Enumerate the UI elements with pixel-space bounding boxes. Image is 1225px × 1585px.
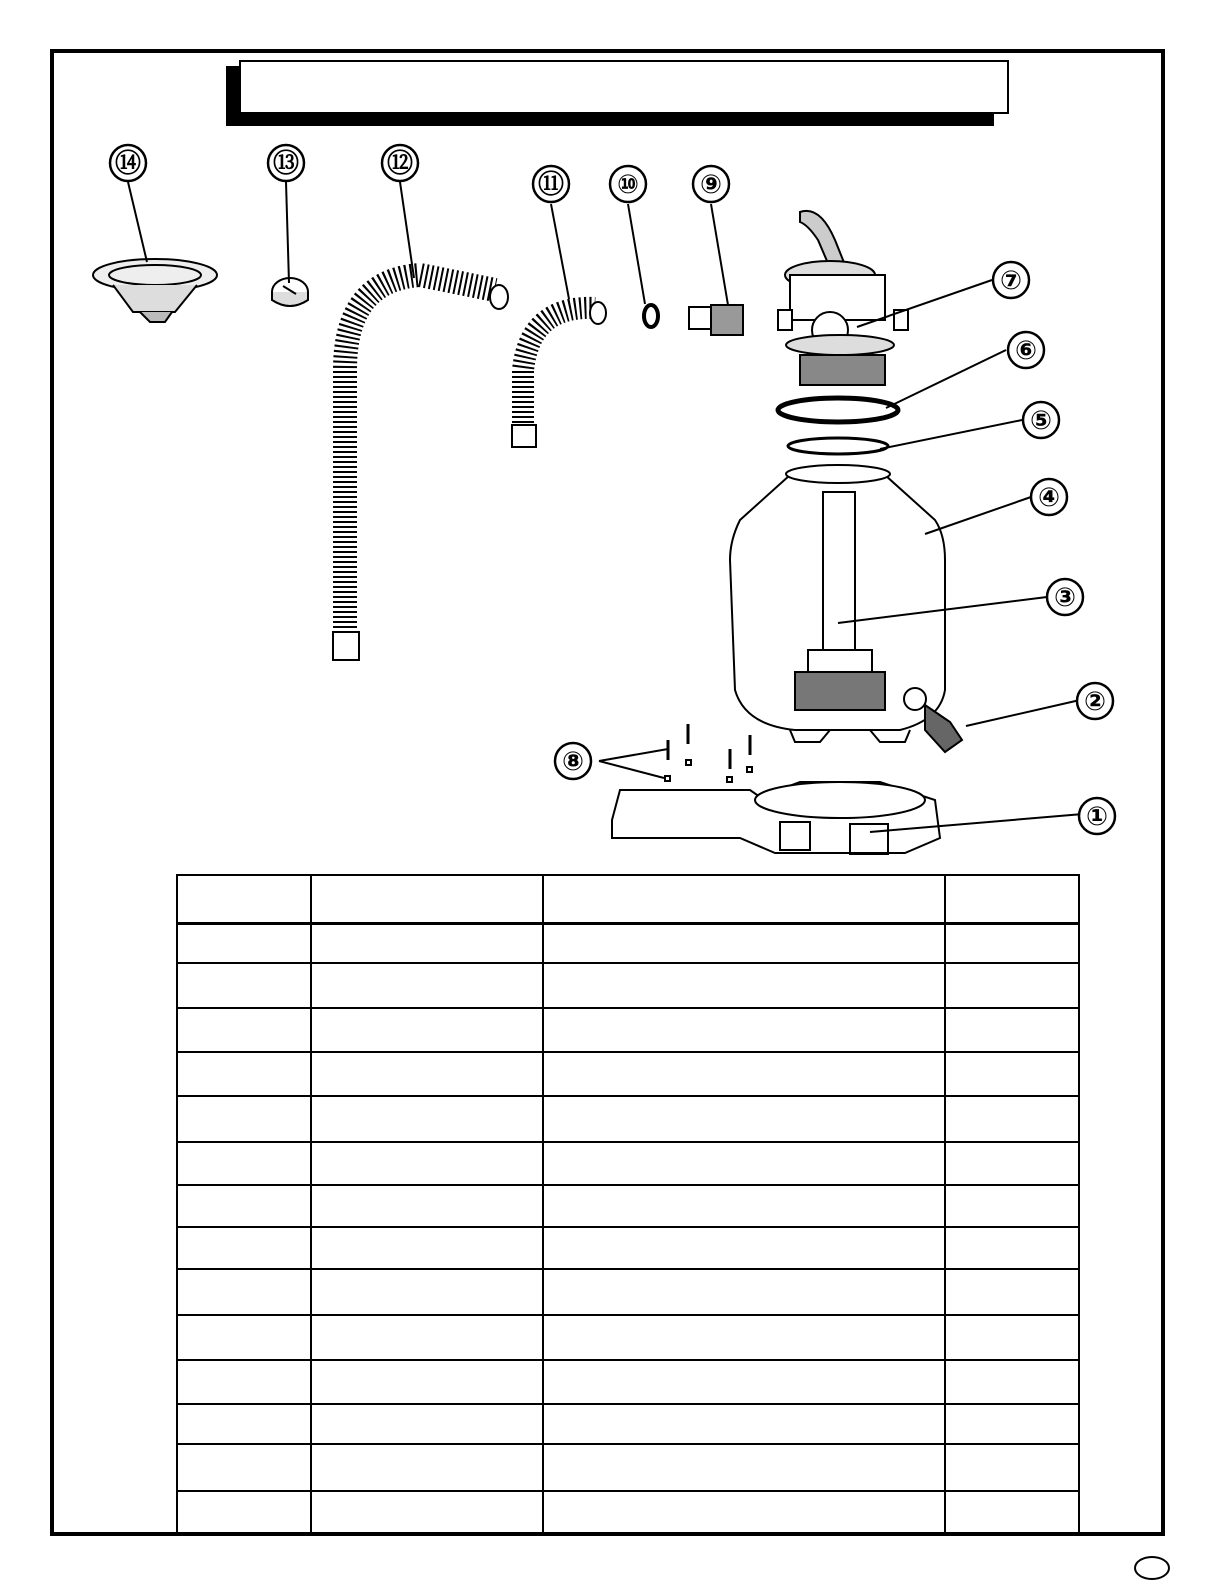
cell-ref-no	[177, 1142, 311, 1184]
table-row	[177, 1444, 1079, 1490]
cell-ref-no	[177, 1444, 311, 1490]
cell-ref-no	[177, 1052, 311, 1096]
table-row	[177, 1404, 1079, 1444]
part-skimmer-strainer	[93, 259, 217, 322]
cell-qty	[945, 963, 1079, 1007]
cell-ref-no	[177, 1008, 311, 1052]
part-short-hose	[512, 302, 606, 447]
part-clamp-ring	[778, 398, 898, 422]
cell-ref-no	[177, 1315, 311, 1359]
cell-ref-no	[177, 1227, 311, 1269]
cell-description	[543, 963, 945, 1007]
cell-description	[543, 1052, 945, 1096]
table-row	[177, 1491, 1079, 1535]
cell-part-no	[311, 1096, 543, 1142]
cell-qty	[945, 1227, 1079, 1269]
page-number-badge	[1134, 1556, 1170, 1580]
part-hose-connector	[689, 305, 743, 335]
cell-ref-no	[177, 1096, 311, 1142]
cell-qty	[945, 923, 1079, 963]
cell-qty	[945, 1315, 1079, 1359]
table-row	[177, 1227, 1079, 1269]
cell-ref-no	[177, 1360, 311, 1404]
part-long-hose	[333, 275, 508, 660]
callout-6: ⑥	[1014, 336, 1038, 366]
part-multiport-valve	[778, 211, 908, 385]
cell-ref-no	[177, 923, 311, 963]
header-part-no	[311, 875, 543, 923]
table-row	[177, 1052, 1079, 1096]
cell-part-no	[311, 1315, 543, 1359]
callout-2: ②	[1083, 687, 1107, 717]
cell-qty	[945, 1142, 1079, 1184]
cell-description	[543, 1008, 945, 1052]
header-ref-no	[177, 875, 311, 923]
cell-part-no	[311, 1491, 543, 1535]
header-description	[543, 875, 945, 923]
cell-part-no	[311, 1360, 543, 1404]
cell-description	[543, 1360, 945, 1404]
table-row	[177, 1315, 1079, 1359]
cell-description	[543, 1491, 945, 1535]
cell-qty	[945, 1444, 1079, 1490]
cell-part-no	[311, 1052, 543, 1096]
part-o-ring	[788, 438, 888, 454]
cell-ref-no	[177, 1269, 311, 1315]
part-hose-clamp	[644, 305, 658, 327]
cell-description	[543, 1142, 945, 1184]
cell-ref-no	[177, 963, 311, 1007]
cell-part-no	[311, 1142, 543, 1184]
parts-table	[176, 874, 1080, 1536]
table-row	[177, 923, 1079, 963]
cell-description	[543, 1315, 945, 1359]
part-pressure-gauge	[272, 278, 308, 306]
callout-4: ④	[1037, 483, 1061, 513]
callout-1: ①	[1085, 802, 1109, 832]
cell-ref-no	[177, 1185, 311, 1227]
cell-part-no	[311, 1444, 543, 1490]
table-row	[177, 1185, 1079, 1227]
cell-qty	[945, 1404, 1079, 1444]
cell-part-no	[311, 963, 543, 1007]
cell-description	[543, 1185, 945, 1227]
table-row	[177, 1269, 1079, 1315]
table-row	[177, 1360, 1079, 1404]
cell-part-no	[311, 1227, 543, 1269]
cell-description	[543, 923, 945, 963]
table-row	[177, 1096, 1079, 1142]
callout-7: ⑦	[999, 266, 1023, 296]
header-qty	[945, 875, 1079, 923]
cell-description	[543, 1444, 945, 1490]
part-screws-nuts	[665, 724, 752, 782]
callout-3: ③	[1053, 583, 1077, 613]
cell-ref-no	[177, 1491, 311, 1535]
callout-8: ⑧	[561, 747, 585, 777]
cell-qty	[945, 1096, 1079, 1142]
cell-description	[543, 1404, 945, 1444]
callout-5: ⑤	[1029, 406, 1053, 436]
cell-qty	[945, 1269, 1079, 1315]
callout-9: ⑨	[699, 170, 723, 200]
table-header-row	[177, 875, 1079, 923]
cell-ref-no	[177, 1404, 311, 1444]
callout-13: ⑬	[272, 149, 300, 179]
cell-qty	[945, 1491, 1079, 1535]
callout-11: ⑪	[537, 170, 565, 200]
cell-part-no	[311, 1404, 543, 1444]
cell-part-no	[311, 1008, 543, 1052]
cell-part-no	[311, 1269, 543, 1315]
cell-description	[543, 1269, 945, 1315]
cell-qty	[945, 1360, 1079, 1404]
cell-part-no	[311, 923, 543, 963]
table-row	[177, 963, 1079, 1007]
table-row	[177, 1008, 1079, 1052]
callout-14: ⑭	[114, 149, 142, 179]
callout-10: ⑩	[616, 170, 640, 200]
cell-qty	[945, 1185, 1079, 1227]
cell-qty	[945, 1008, 1079, 1052]
table-row	[177, 1142, 1079, 1184]
callout-12: ⑫	[386, 149, 414, 179]
cell-description	[543, 1096, 945, 1142]
cell-description	[543, 1227, 945, 1269]
part-base	[612, 782, 940, 854]
cell-qty	[945, 1052, 1079, 1096]
cell-part-no	[311, 1185, 543, 1227]
